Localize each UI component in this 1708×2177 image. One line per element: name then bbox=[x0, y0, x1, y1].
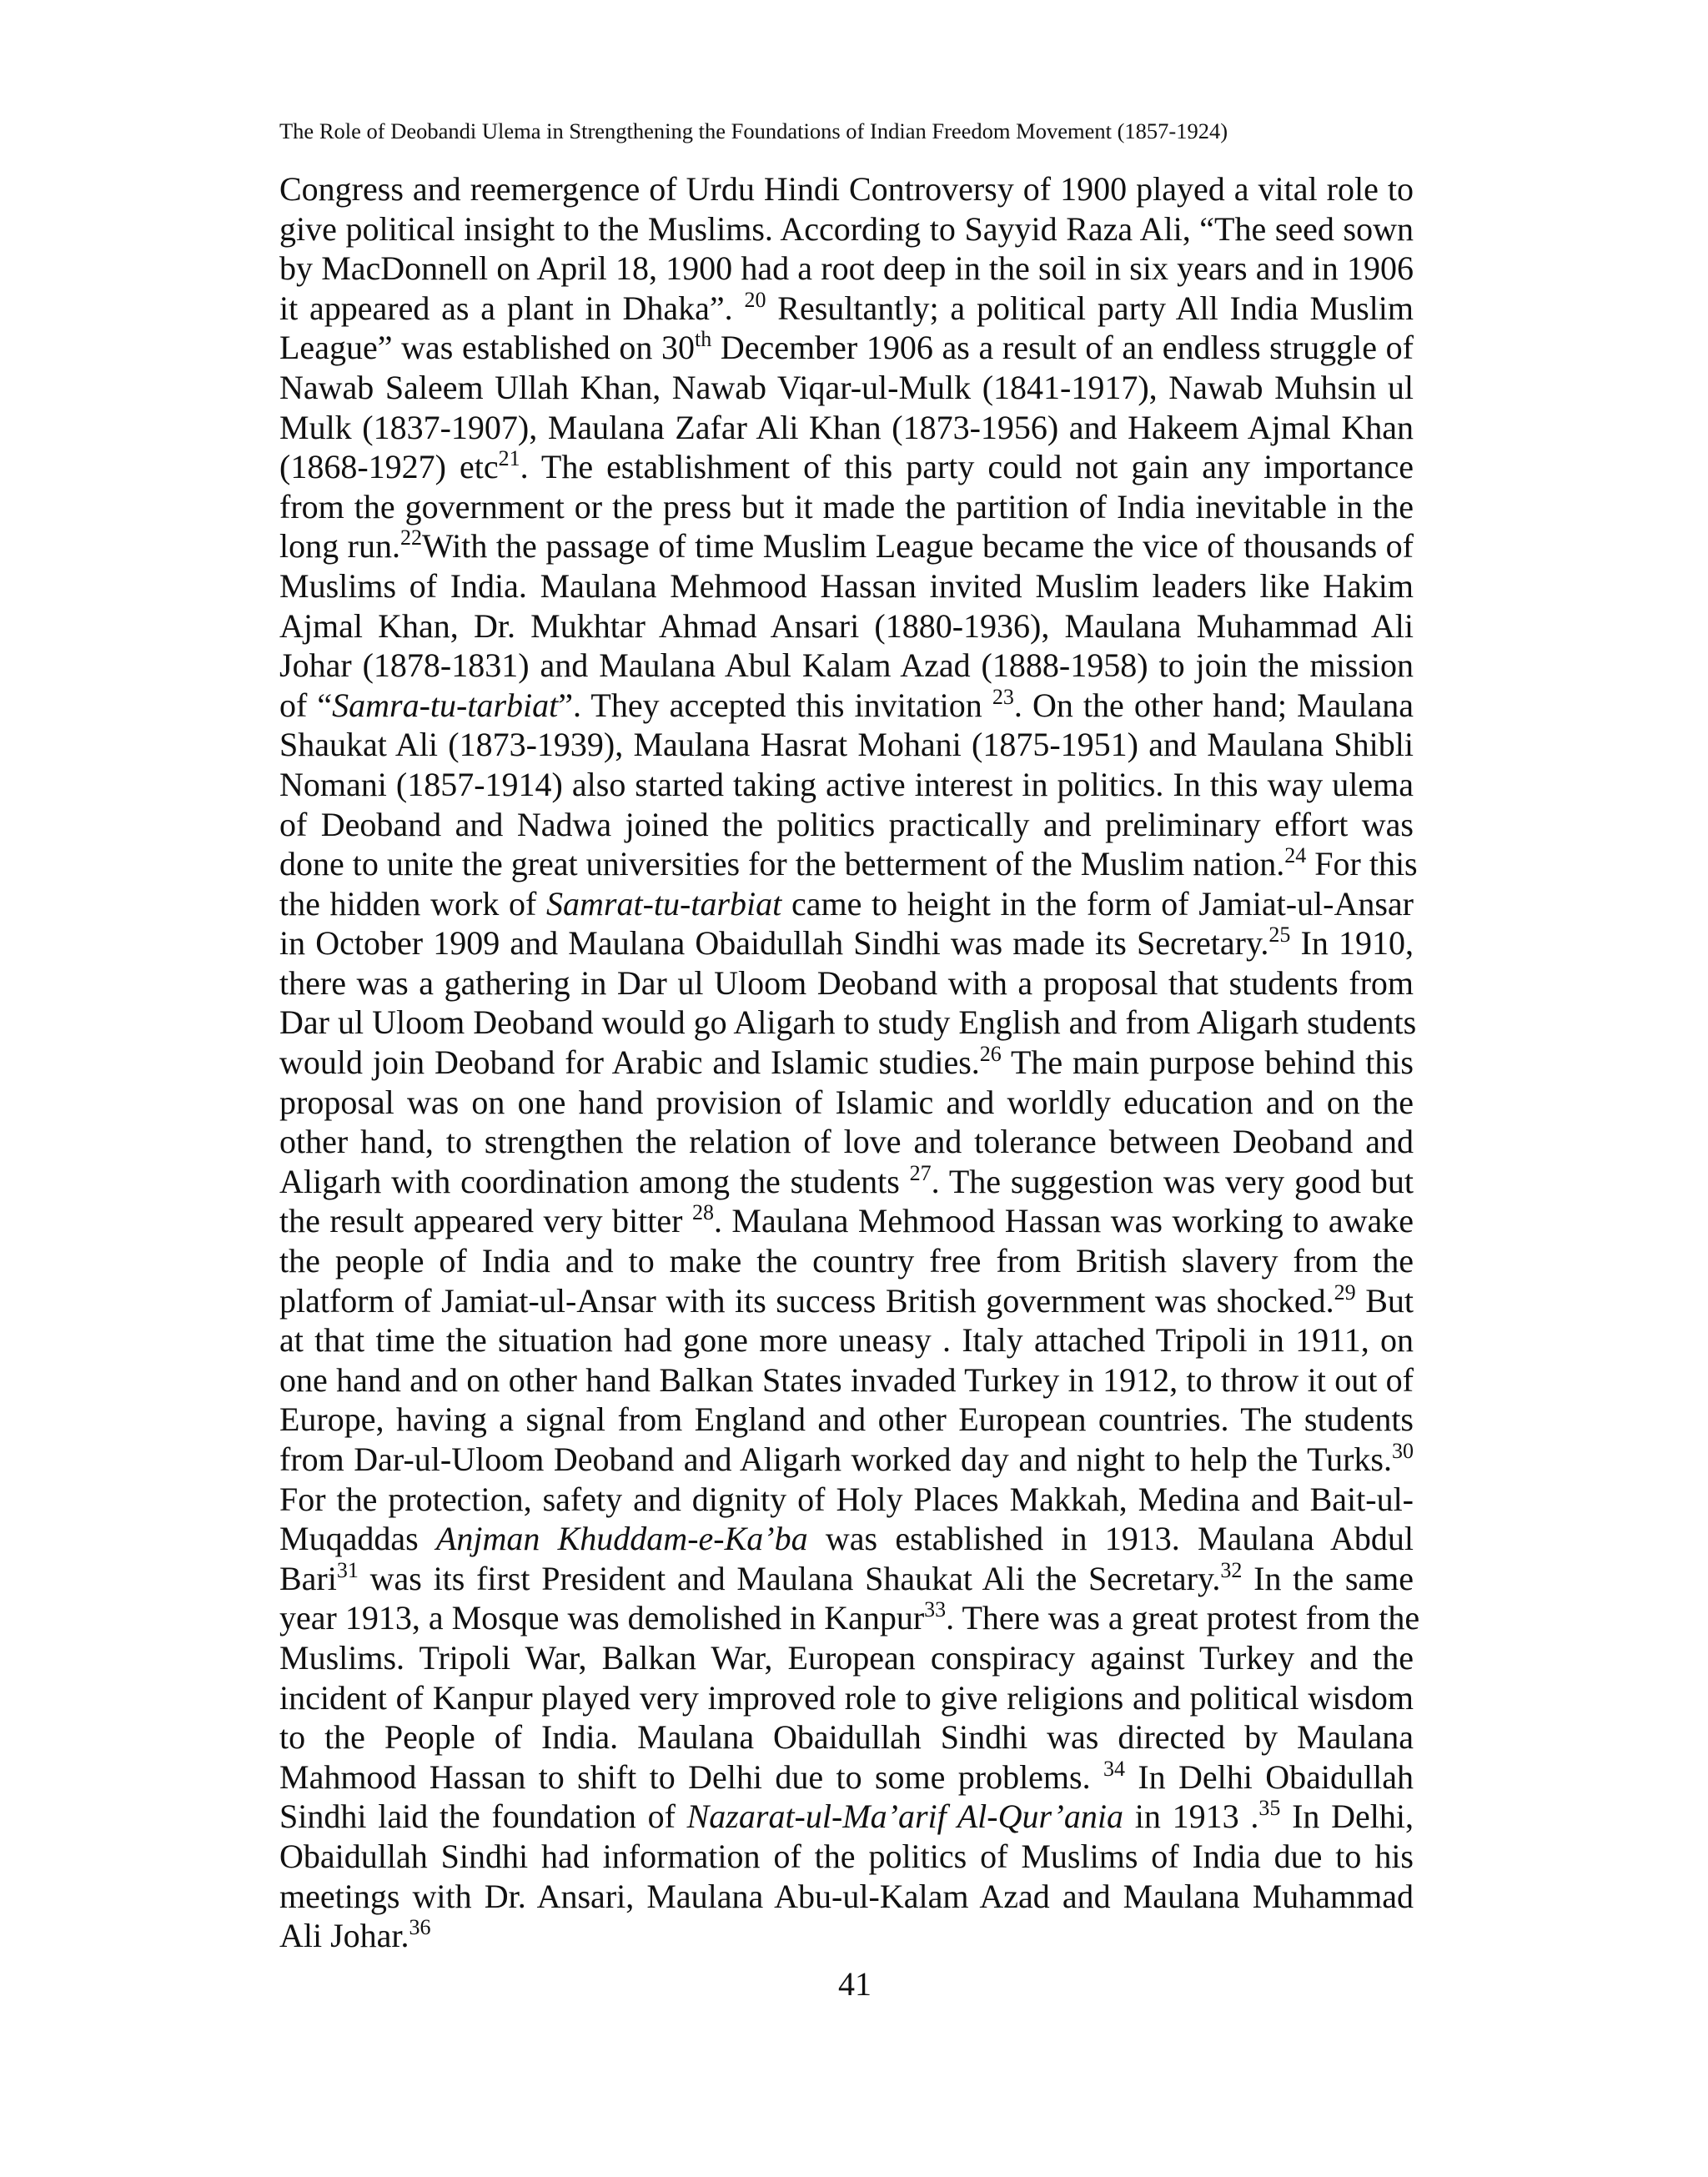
text-line: Dar ul Uloom Deoband would go Aligarh to study English and from Aligarh students bbox=[279, 1003, 1417, 1042]
text-line: of “Samra-tu-tarbiat”. They accepted this invitation $^{23}$. On the other hand; Maulana bbox=[279, 684, 1414, 724]
text-line: Ajmal Khan, Dr. Mukhtar Ahmad Ansari (1880-1936), Maulana Muhammad Ali bbox=[279, 606, 1414, 645]
text-line: year 1913, a Mosque was demolished in Kanpur$^{33}$. There was a great protest from the bbox=[279, 1597, 1420, 1637]
footnote-ref: 28 bbox=[691, 1200, 714, 1225]
text-line: incident of Kanpur played very improved role to give religions and political wisdom bbox=[279, 1678, 1414, 1717]
text-line: Mulk (1837-1907), Maulana Zafar Ali Khan (1873-1956) and Hakeem Ajmal Khan bbox=[279, 408, 1414, 446]
footnote-ref: 36 bbox=[409, 1915, 431, 1940]
ordinal-superscript: th bbox=[694, 327, 712, 352]
text-line: Congress and reemergence of Urdu Hindi Controversy of 1900 played a vital role to bbox=[279, 170, 1414, 208]
italic-title: Nazarat-ul-Ma’arif Al-Qur’ania bbox=[686, 1797, 1123, 1836]
text-line: Sindhi laid the foundation of Nazarat-ul-Ma’arif Al-Qur’ania in 1913 .$^{35}$ In Delhi, bbox=[279, 1796, 1414, 1836]
text-line: Obaidullah Sindhi had information of the politics of Muslims of India due to his bbox=[279, 1837, 1414, 1875]
text-line: in October 1909 and Maulana Obaidullah Sindhi was made its Secretary.$^{25}$ In 1910, bbox=[279, 923, 1414, 963]
italic-title: Samrat-tu-tarbiat bbox=[546, 884, 782, 923]
text-line: League” was established on 30th December 1906 as a result of an endless struggle of bbox=[279, 327, 1414, 367]
footnote-ref: 22 bbox=[399, 525, 422, 551]
text-line: Europe, having a signal from England and other European countries. The students bbox=[279, 1400, 1414, 1439]
text-line: long run.$^{22}$With the passage of time Muslim League became the vice of thousands of bbox=[279, 525, 1414, 566]
text-line: proposal was on one hand provision of Islamic and worldly education and on the bbox=[279, 1083, 1414, 1121]
text-line: Nomani (1857-1914) also started taking active interest in politics. In this way ulema bbox=[279, 765, 1414, 803]
text-line: Muqaddas Anjman Khuddam-e-Ka’ba was established in 1913. Maulana Abdul bbox=[279, 1520, 1414, 1558]
text-line: would join Deoband for Arabic and Islamic studies.$^{26}$ The main purpose behind this bbox=[279, 1042, 1414, 1082]
footnote-ref: 21 bbox=[498, 446, 520, 471]
text-line: Aligarh with coordination among the students $^{27}$. The suggestion was very good but bbox=[279, 1160, 1414, 1200]
text-line: at that time the situation had gone more uneasy . Italy attached Tripoli in 1911, on bbox=[279, 1321, 1414, 1360]
footnote-ref: 31 bbox=[336, 1557, 359, 1582]
text-line: done to unite the great universities for the betterment of the Muslim nation.$^{24}$ For this bbox=[279, 843, 1418, 883]
text-line: Muslims. Tripoli War, Balkan War, European conspiracy against Turkey and the bbox=[279, 1638, 1414, 1677]
footnote-ref: 33 bbox=[924, 1597, 947, 1622]
footnote-ref: 35 bbox=[1258, 1796, 1281, 1821]
text-line: Ali Johar.$^{36}$ bbox=[279, 1915, 431, 1955]
footnote-ref: 26 bbox=[979, 1042, 1002, 1067]
text-line: Johar (1878-1831) and Maulana Abul Kalam Azad (1888-1958) to join the mission bbox=[279, 646, 1414, 685]
text-line: Muslims of India. Maulana Mehmood Hassan invited Muslim leaders like Hakim bbox=[279, 566, 1414, 605]
running-header: The Role of Deobandi Ulema in Strengthening the Foundations of Indian Freedom Movement (1857-1924) bbox=[279, 118, 1228, 143]
footnote-ref: 25 bbox=[1268, 923, 1291, 948]
text-line: from Dar-ul-Uloom Deoband and Aligarh worked day and night to help the Turks.$^{30}$ bbox=[279, 1439, 1414, 1478]
text-line: For the protection, safety and dignity of Holy Places Makkah, Medina and Bait-ul- bbox=[279, 1480, 1414, 1518]
text-line: of Deoband and Nadwa joined the politics practically and preliminary effort was bbox=[279, 805, 1414, 843]
text-line: one hand and on other hand Balkan States invaded Turkey in 1912, to throw it out of bbox=[279, 1360, 1414, 1399]
footnote-ref: 34 bbox=[1103, 1756, 1125, 1781]
page-number: 41 bbox=[838, 1965, 872, 2003]
text-line: by MacDonnell on April 18, 1900 had a root deep in the soil in six years and in 1906 bbox=[279, 249, 1414, 288]
text-line: other hand, to strengthen the relation of love and tolerance between Deoband and bbox=[279, 1123, 1414, 1161]
footnote-ref: 32 bbox=[1220, 1557, 1243, 1582]
text-line: the result appeared very bitter $^{28}$. Maulana Mehmood Hassan was working to awake bbox=[279, 1200, 1414, 1240]
text-line: to the People of India. Maulana Obaidullah Sindhi was directed by Maulana bbox=[279, 1718, 1414, 1757]
footnote-ref: 30 bbox=[1392, 1439, 1414, 1463]
footnote-ref: 20 bbox=[744, 287, 766, 312]
text-line: it appeared as a plant in Dhaka”. $^{20}$ Resultantly; a political party All India Muslim bbox=[279, 287, 1414, 327]
text-line: Shaukat Ali (1873-1939), Maulana Hasrat Mohani (1875-1951) and Maulana Shibli bbox=[279, 726, 1414, 764]
text-line: Bari$^{31}$ was its first President and Maulana Shaukat Ali the Secretary.$^{32}$ In the same bbox=[279, 1557, 1414, 1597]
footnote-ref: 27 bbox=[909, 1160, 932, 1185]
footnote-ref: 23 bbox=[992, 684, 1014, 709]
text-line: meetings with Dr. Ansari, Maulana Abu-ul-Kalam Azad and Maulana Muhammad bbox=[279, 1877, 1414, 1915]
text-line: from the government or the press but it made the partition of India inevitable in the bbox=[279, 487, 1414, 525]
text-line: Nawab Saleem Ullah Khan, Nawab Viqar-ul-Mulk (1841-1917), Nawab Muhsin ul bbox=[279, 368, 1414, 406]
footnote-ref: 24 bbox=[1284, 843, 1307, 868]
text-line: Mahmood Hassan to shift to Delhi due to some problems. $^{34}$ In Delhi Obaidullah bbox=[279, 1756, 1414, 1796]
text-line: there was a gathering in Dar ul Uloom Deoband with a proposal that students from bbox=[279, 963, 1414, 1002]
text-line: platform of Jamiat-ul-Ansar with its success British government was shocked.$^{29}$ But bbox=[279, 1280, 1414, 1320]
text-line: give political insight to the Muslims. According to Sayyid Raza Ali, “The seed sown bbox=[279, 209, 1414, 248]
body-paragraph bbox=[279, 169, 1420, 1956]
italic-title: Samra-tu-tarbiat bbox=[332, 686, 559, 724]
italic-title: Anjman Khuddam-e-Ka’ba bbox=[435, 1520, 808, 1558]
text-line: the hidden work of Samrat-tu-tarbiat came to height in the form of Jamiat-ul-Ansar bbox=[279, 884, 1414, 923]
text-line: the people of India and to make the country free from British slavery from the bbox=[279, 1242, 1414, 1280]
text-line: (1868-1927) etc$^{21}$. The establishment of this party could not gain any importance bbox=[279, 446, 1414, 486]
footnote-ref: 29 bbox=[1334, 1280, 1356, 1305]
